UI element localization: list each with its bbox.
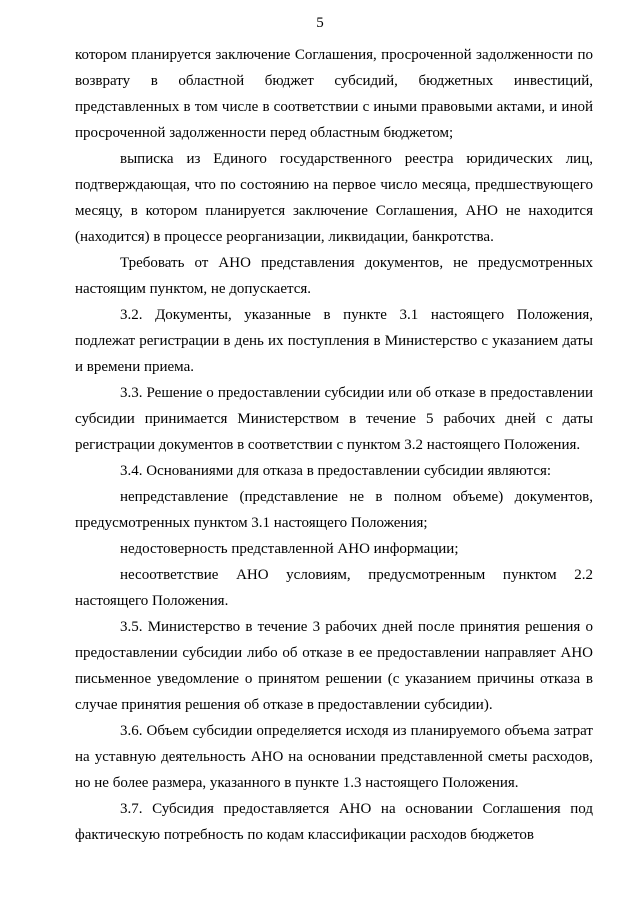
paragraph-continuation: котором планируется заключение Соглашения, просроченной задолженности по возврату в областной бюджет субсидий, бюджетных инвестиций, представленных в том числе в соответствии с иными правовыми актами, и иной просроченной задолженности перед областным бюджетом; — [75, 47, 593, 141]
paragraph-3-5: 3.5. Министерство в течение 3 рабочих дней после принятия решения о предоставлении субсидии либо об отказе в ее предоставлении направляет АНО письменное уведомление о принятом решении (с указанием причины отказа в случае принятия решения об отказе в предоставлении субсидии). — [75, 619, 593, 713]
paragraph-3-7: 3.7. Субсидия предоставляется АНО на основании Соглашения под фактическую потребность по кодам классификации расходов бюджетов — [75, 801, 593, 843]
paragraph-3-2: 3.2. Документы, указанные в пункте 3.1 настоящего Положения, подлежат регистрации в день их поступления в Министерство с указанием даты и времени приема. — [75, 307, 593, 375]
paragraph-3-6: 3.6. Объем субсидии определяется исходя из планируемого объема затрат на уставную деятельность АНО на основании представленной сметы расходов, но не более размера, указанного в пункте 1.3 настоящего Положения. — [75, 723, 593, 791]
document-body — [75, 42, 593, 848]
page-number: 5 — [316, 15, 324, 31]
paragraph-3-4: 3.4. Основаниями для отказа в предоставлении субсидии являются: — [120, 463, 552, 479]
paragraph-refusal-reason-2: недостоверность представленной АНО информации; — [120, 541, 459, 557]
paragraph-egrul-extract: выписка из Единого государственного реестра юридических лиц, подтверждающая, что по состоянию на первое число месяца, предшествующего месяцу, в котором планируется заключение Соглашения, АНО не находится (находится) в процессе реорганизации, ликвидации, банкротства. — [75, 151, 593, 245]
paragraph-refusal-reason-3: несоответствие АНО условиям, предусмотренным пунктом 2.2 настоящего Положения. — [75, 567, 593, 609]
paragraph-refusal-reason-1: непредставление (представление не в полном объеме) документов, предусмотренных пунктом 3.1 настоящего Положения; — [75, 489, 593, 531]
paragraph-no-extra-documents: Требовать от АНО представления документов, не предусмотренных настоящим пунктом, не допускается. — [75, 255, 593, 297]
paragraph-3-3: 3.3. Решение о предоставлении субсидии или об отказе в предоставлении субсидии принимается Министерством в течение 5 рабочих дней с даты регистрации документов в соответствии с пунктом 3.2 настоящего Положения. — [75, 385, 593, 453]
